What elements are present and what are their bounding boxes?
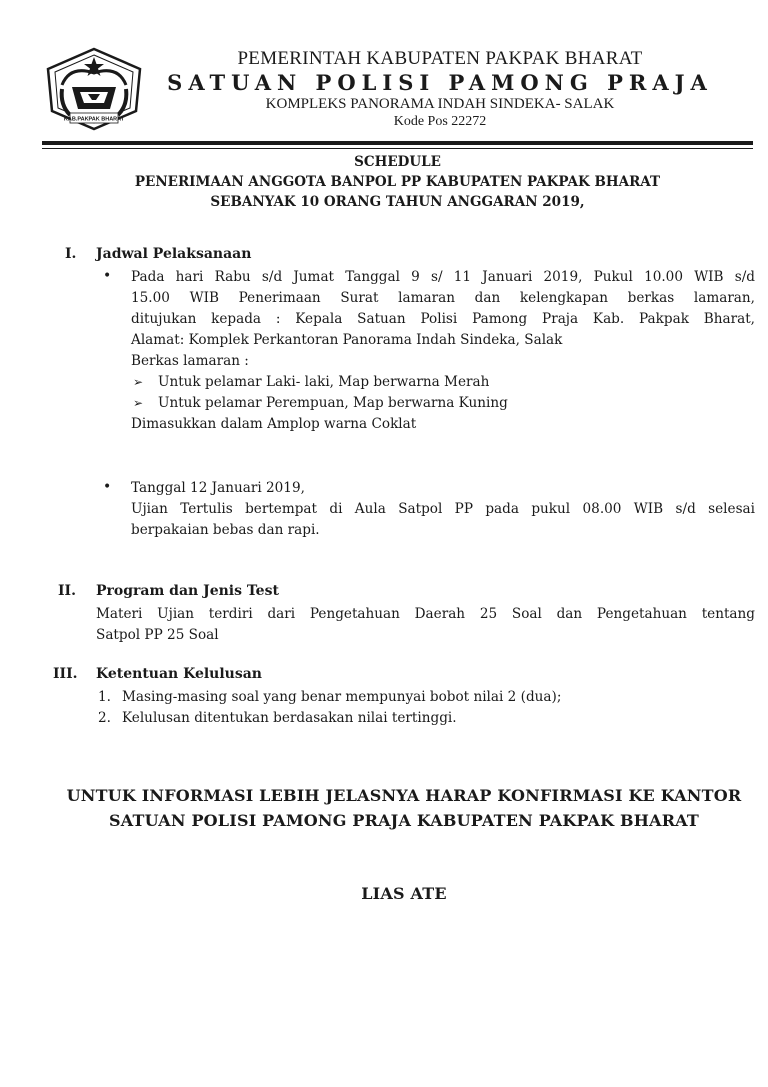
letterhead-government: PEMERINTAH KABUPATEN PAKPAK BHARAT	[237, 48, 643, 69]
schedule-line: ditujukan kepada : Kepala Satuan Polisi Pamong Praja Kab. Pakpak Bharat,	[131, 311, 755, 327]
document-subtitle-line2: SEBANYAK 10 ORANG TAHUN ANGGARAN 2019,	[210, 194, 585, 210]
requirement-item: Untuk pelamar Perempuan, Map berwarna Kuning	[158, 395, 508, 411]
section-2-number: II.	[58, 583, 76, 599]
section-3-number: III.	[53, 666, 78, 682]
section-3-heading: Ketentuan Kelulusan	[96, 666, 262, 682]
exam-line: Ujian Tertulis bertempat di Aula Satpol PP pada pukul 08.00 WIB s/d selesai	[131, 501, 755, 517]
letterhead-agency: SATUAN POLISI PAMONG PRAJA	[167, 70, 713, 95]
bullet-icon: •	[103, 479, 112, 495]
letterhead-divider-thick	[42, 141, 753, 145]
rule-number: 1.	[98, 689, 111, 705]
rule-item: Kelulusan ditentukan berdasakan nilai tertinggi.	[122, 710, 457, 726]
arrow-bullet-icon: ➢	[133, 396, 144, 410]
signature-closing: LIAS ATE	[361, 884, 447, 903]
footer-notice-line1: UNTUK INFORMASI LEBIH JELASNYA HARAP KONFIRMASI KE KANTOR	[66, 786, 742, 805]
logo-banner-text: KAB.PAKPAK BHARAT	[63, 116, 125, 123]
document-title: SCHEDULE	[354, 154, 441, 170]
section-2-heading: Program dan Jenis Test	[96, 583, 279, 599]
test-description-line: Satpol PP 25 Soal	[96, 627, 219, 643]
exam-date: Tanggal 12 Januari 2019,	[131, 480, 305, 496]
section-1-heading: Jadwal Pelaksanaan	[96, 246, 252, 262]
schedule-line: Berkas lamaran :	[131, 353, 249, 369]
letterhead-address: KOMPLEKS PANORAMA INDAH SINDEKA- SALAK	[265, 96, 615, 112]
rule-number: 2.	[98, 710, 111, 726]
requirement-item: Untuk pelamar Laki- laki, Map berwarna Merah	[158, 374, 490, 390]
document-subtitle-line1: PENERIMAAN ANGGOTA BANPOL PP KABUPATEN PAKPAK BHARAT	[134, 174, 661, 190]
schedule-line: 15.00 WIB Penerimaan Surat lamaran dan kelengkapan berkas lamaran,	[131, 290, 755, 306]
section-1-number: I.	[65, 246, 77, 262]
rule-item: Masing-masing soal yang benar mempunyai bobot nilai 2 (dua);	[122, 689, 562, 705]
schedule-line: Dimasukkan dalam Amplop warna Coklat	[131, 416, 417, 432]
letterhead-divider-thin	[42, 148, 753, 149]
bullet-icon: •	[103, 268, 112, 284]
government-logo	[40, 45, 148, 133]
emblem-icon	[40, 45, 148, 133]
letterhead-postal-code: Kode Pos 22272	[393, 114, 487, 129]
arrow-bullet-icon: ➢	[133, 375, 144, 389]
schedule-line: Alamat: Komplek Perkantoran Panorama Indah Sindeka, Salak	[131, 332, 563, 348]
exam-line: berpakaian bebas dan rapi.	[131, 522, 320, 538]
schedule-line: Pada hari Rabu s/d Jumat Tanggal 9 s/ 11 Januari 2019, Pukul 10.00 WIB s/d	[131, 269, 755, 285]
footer-notice-line2: SATUAN POLISI PAMONG PRAJA KABUPATEN PAKPAK BHARAT	[108, 811, 700, 830]
test-description-line: Materi Ujian terdiri dari Pengetahuan Daerah 25 Soal dan Pengetahuan tentang	[96, 606, 755, 622]
